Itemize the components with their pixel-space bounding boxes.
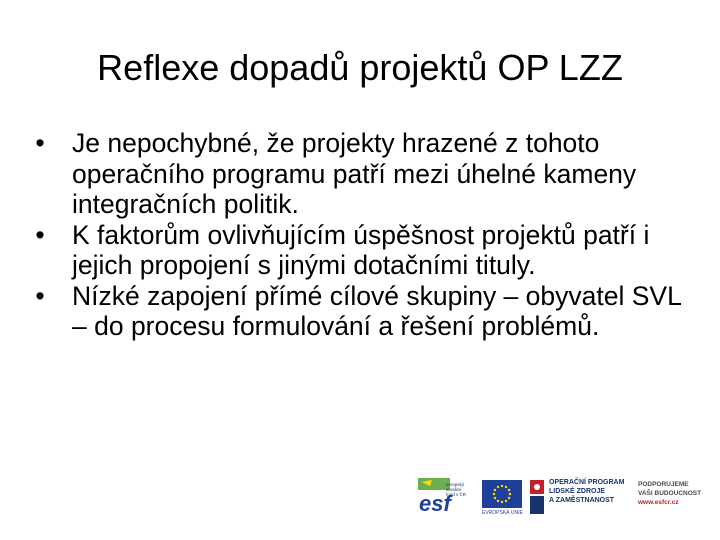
slide-title: Reflexe dopadů projektů OP LZZ (97, 47, 623, 88)
bullet-item (30, 220, 700, 281)
esf-logo-text: esf (419, 491, 451, 516)
bullet-list (30, 128, 700, 342)
esf-caption: evropský sociální fond v ČR (446, 482, 467, 497)
bullet-text: Je nepochybné, že projekty hrazené z tohoto operačního programu patří mezi úhelné kameny integračních politik. (72, 128, 637, 219)
bullet-marker: • (35, 128, 45, 158)
eu-caption: EVROPSKÁ UNIE (482, 510, 523, 516)
bullet-marker: • (35, 280, 45, 311)
support-text: PODPORUJEME VAŠI BUDOUCNOST www.esfcr.cz (638, 480, 718, 507)
bullet-text: Nízké zapojení přímé cílové skupiny – obyvatel SVL – do procesu formulování a řešení problémů. (72, 280, 681, 341)
bullet-text: K faktorům ovlivňujícím úspěšnost projektů patří i jejich propojení s jinými dotačními tituly. (72, 219, 650, 280)
bullet-item (30, 281, 700, 342)
bullet-marker: • (35, 219, 45, 250)
op-lzz-logo-icon (528, 478, 546, 516)
eu-flag-icon (482, 480, 522, 508)
esfcr-url: www.esfcr.cz (638, 499, 679, 506)
footer-logos (410, 472, 710, 524)
bullet-item (30, 128, 700, 220)
op-lzz-text: OPERAČNÍ PROGRAM LIDSKÉ ZDROJE A ZAMĚSTNANOST (549, 479, 625, 504)
